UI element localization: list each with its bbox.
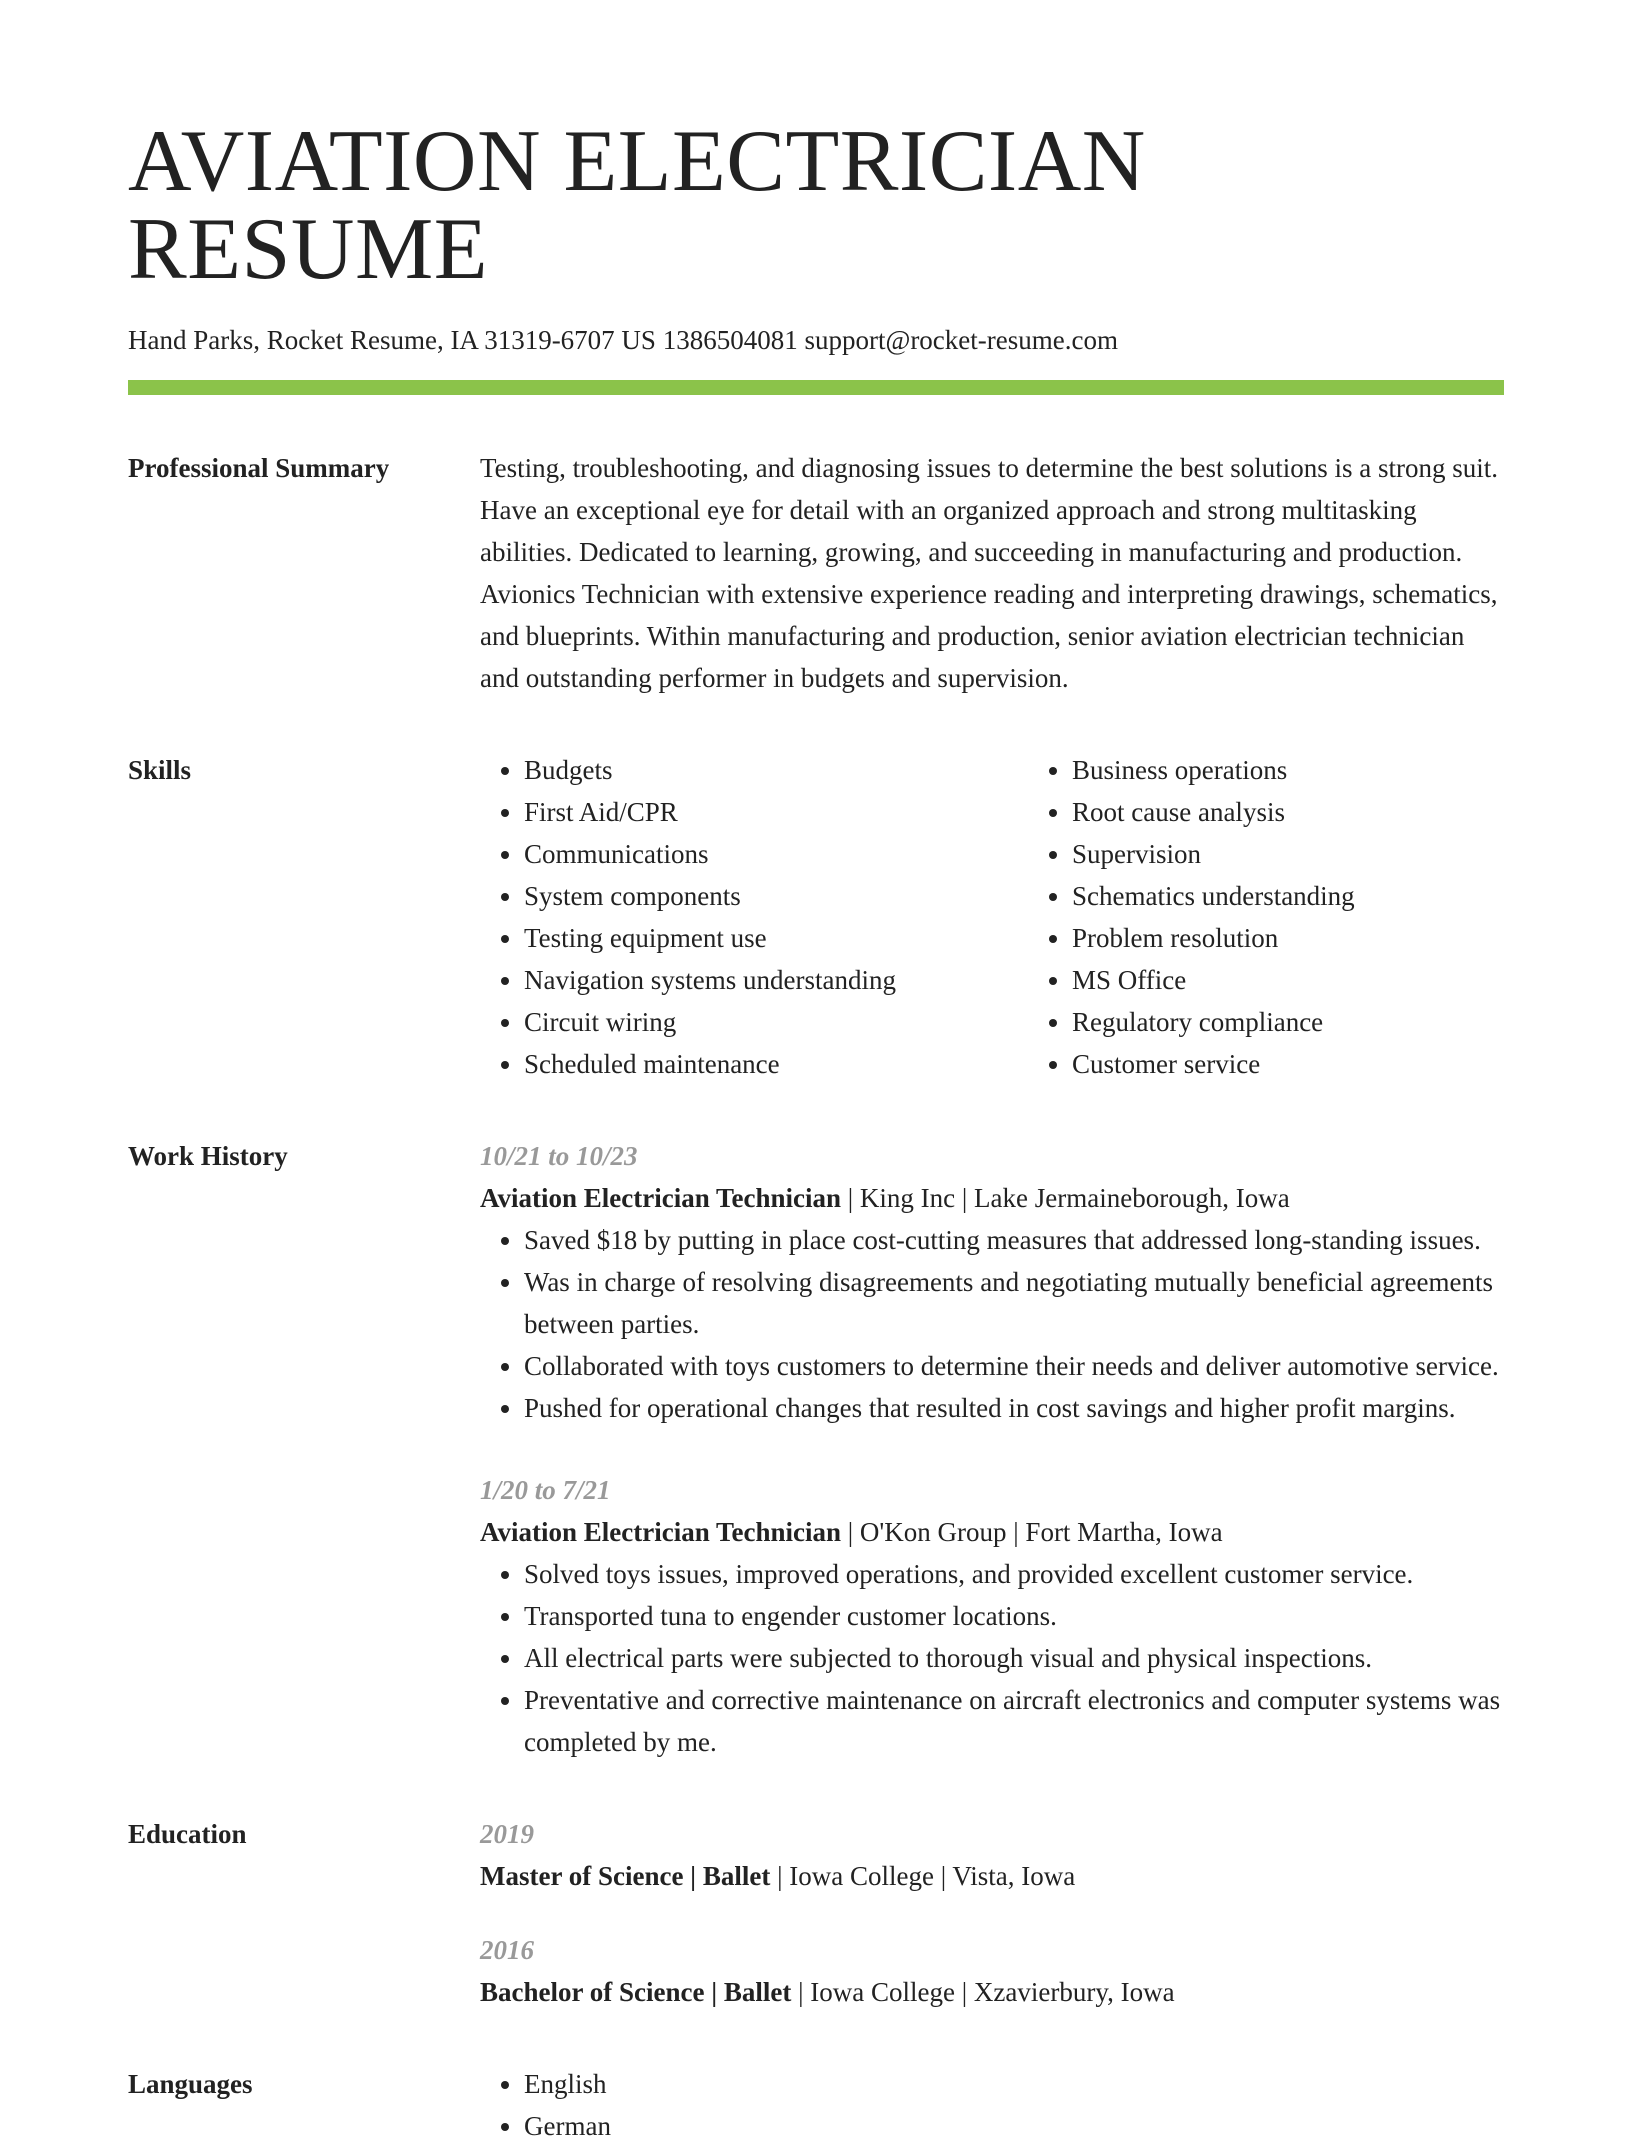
skill-item: • Business operations xyxy=(1072,749,1576,791)
job-bullet: • Saved $18 by putting in place cost-cutting measures that addressed long-standing issues. xyxy=(524,1219,1504,1261)
summary-section xyxy=(128,447,1504,699)
skills-list-left xyxy=(480,749,1028,1085)
job-details: | O'Kon Group | Fort Martha, Iowa xyxy=(841,1517,1223,1548)
skill-item: • System components xyxy=(524,875,1028,917)
education-year: 2019 xyxy=(480,1819,534,1850)
language-item: • English xyxy=(524,2063,1504,2105)
summary-label: Professional Summary xyxy=(128,453,390,484)
skill-item: • Customer service xyxy=(1072,1043,1576,1085)
job-title: Aviation Electrician Technician xyxy=(480,1517,842,1548)
education-details: | Iowa College | Xzavierbury, Iowa xyxy=(791,1977,1175,2008)
education-year: 2016 xyxy=(480,1935,534,1966)
job-bullet: • Transported tuna to engender customer locations. xyxy=(524,1595,1504,1637)
languages-section xyxy=(128,2063,1504,2147)
job-bullet: • Solved toys issues, improved operations, and provided excellent customer service. xyxy=(524,1553,1504,1595)
skill-item: • Schematics understanding xyxy=(1072,875,1576,917)
job-bullet-list xyxy=(480,1553,1504,1763)
job-bullet: • Pushed for operational changes that resulted in cost savings and higher profit margins. xyxy=(524,1387,1504,1429)
education-section xyxy=(128,1813,1504,2013)
skill-item: • Navigation systems understanding xyxy=(524,959,1028,1001)
skill-item: • Root cause analysis xyxy=(1072,791,1576,833)
job-bullet: • All electrical parts were subjected to thorough visual and physical inspections. xyxy=(524,1637,1504,1679)
skill-item: • First Aid/CPR xyxy=(524,791,1028,833)
job-title: Aviation Electrician Technician xyxy=(480,1183,842,1214)
languages-list xyxy=(480,2063,1504,2147)
job-dates: 1/20 to 7/21 xyxy=(480,1475,611,1506)
summary-text: Testing, troubleshooting, and diagnosing issues to determine the best solutions is a strong suit. Have an exceptional eye for detail with an organized approach and strong multitasking abilities. Dedicated to learning, growing, and succeeding in manufacturing and production. Avionics Technician with extensive experience reading and interpreting drawings, schematics, and blueprints. Within manufacturing and production, senior aviation electrician technician and outstanding performer in budgets and supervision. xyxy=(480,453,1499,694)
skills-section xyxy=(128,749,1504,1085)
job-entry xyxy=(480,1135,1504,1429)
job-heading xyxy=(480,1511,1504,1553)
job-dates: 10/21 to 10/23 xyxy=(480,1141,638,1172)
job-bullet-list xyxy=(480,1219,1504,1429)
work-label: Work History xyxy=(128,1141,288,1172)
header-divider xyxy=(128,380,1504,395)
education-entry xyxy=(480,1929,1504,2013)
education-degree: Master of Science | Ballet xyxy=(480,1861,771,1892)
skill-item: • Regulatory compliance xyxy=(1072,1001,1576,1043)
skill-item: • Problem resolution xyxy=(1072,917,1576,959)
job-entry xyxy=(480,1469,1504,1763)
skill-item: • Circuit wiring xyxy=(524,1001,1028,1043)
job-bullet: • Was in charge of resolving disagreements and negotiating mutually beneficial agreements between parties. xyxy=(524,1261,1504,1345)
education-details: | Iowa College | Vista, Iowa xyxy=(770,1861,1076,1892)
skill-item: • Budgets xyxy=(524,749,1028,791)
skills-list-right xyxy=(1028,749,1576,1085)
education-entry xyxy=(480,1813,1504,1897)
language-item: • German xyxy=(524,2105,1504,2147)
skill-item: • Communications xyxy=(524,833,1028,875)
work-section xyxy=(128,1135,1504,1763)
education-degree: Bachelor of Science | Ballet xyxy=(480,1977,792,2008)
job-details: | King Inc | Lake Jermaineborough, Iowa xyxy=(841,1183,1290,1214)
skill-item: • Scheduled maintenance xyxy=(524,1043,1028,1085)
job-bullet: • Collaborated with toys customers to determine their needs and deliver automotive service. xyxy=(524,1345,1504,1387)
skill-item: • Testing equipment use xyxy=(524,917,1028,959)
education-label: Education xyxy=(128,1819,247,1850)
resume-title: AVIATION ELECTRICIAN RESUME xyxy=(128,113,1146,298)
contact-line: Hand Parks, Rocket Resume, IA 31319-6707 US 1386504081 support@rocket-resume.com xyxy=(128,325,1118,355)
skill-item: • MS Office xyxy=(1072,959,1576,1001)
job-heading xyxy=(480,1177,1504,1219)
skills-label: Skills xyxy=(128,755,192,786)
education-heading xyxy=(480,1971,1504,2013)
education-heading xyxy=(480,1855,1504,1897)
job-bullet: • Preventative and corrective maintenance on aircraft electronics and computer systems was completed by me. xyxy=(524,1679,1504,1763)
languages-label: Languages xyxy=(128,2069,253,2100)
skill-item: • Supervision xyxy=(1072,833,1576,875)
